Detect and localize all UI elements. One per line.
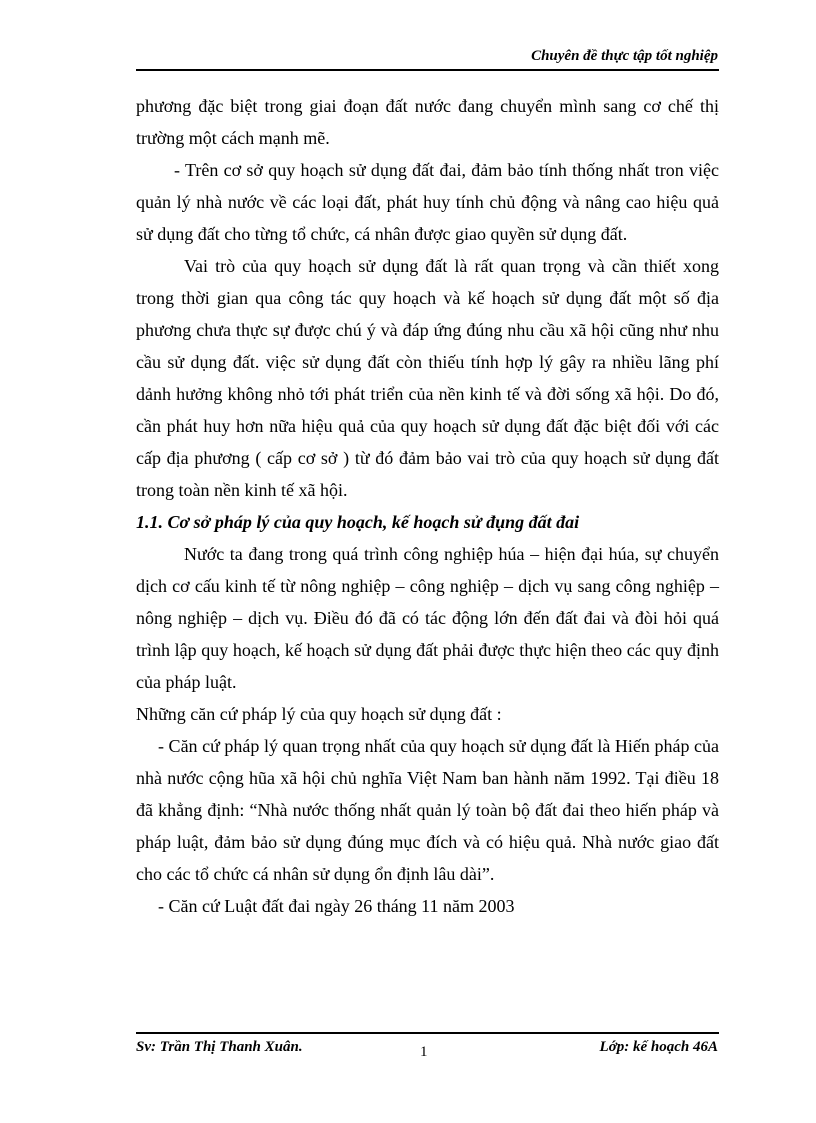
footer-class: Lớp: kế hoạch 46A (599, 1039, 718, 1055)
page-number: 1 (420, 1044, 428, 1060)
footer-divider (136, 1032, 719, 1034)
document-body (136, 90, 719, 922)
paragraph-6: - Căn cứ pháp lý quan trọng nhất của quy hoạch sử dụng đất là Hiến pháp của nhà nước cộng hũa xã hội chủ nghĩa Việt Nam ban hành năm 1992. Tại điều 18 đã khẳng định: “Nhà nước thống nhất quản lý toàn bộ đất đai theo hiến pháp và pháp luật, đảm bảo sử dụng đúng mục đích và có hiệu quả. Nhà nước giao đất cho các tổ chức cá nhân sử dụng ổn định lâu dài”. (136, 736, 719, 884)
paragraph-7: - Căn cứ Luật đất đai ngày 26 tháng 11 năm 2003 (158, 896, 515, 916)
paragraph-5: Những căn cứ pháp lý của quy hoạch sử dụng đất : (136, 704, 502, 724)
header-divider (136, 69, 719, 71)
header-title: Chuyên đề thực tập tốt nghiệp (531, 48, 718, 64)
section-heading: 1.1. Cơ sở pháp lý của quy hoạch, kế hoạch sử đụng đất đai (136, 512, 580, 532)
paragraph-2: - Trên cơ sở quy hoạch sử dụng đất đai, đảm bảo tính thống nhất tron việc quản lý nhà nước về các loại đất, phát huy tính chủ động và nâng cao hiệu quả sử dụng đất cho từng tổ chức, cá nhân được giao quyền sử dụng đất. (136, 160, 719, 244)
paragraph-4: Nước ta đang trong quá trình công nghiệp húa – hiện đại húa, sự chuyển dịch cơ cấu kinh tế từ nông nghiệp – công nghiệp – dịch vụ sang công nghiệp – nông nghiệp – dịch vụ. Điều đó đã có tác động lớn đến đất đai và đòi hỏi quá trình lập quy hoạch, kế hoạch sử dụng đất phải được thực hiện theo các quy định của pháp luật. (136, 544, 719, 692)
paragraph-3: Vai trò của quy hoạch sử dụng đất là rất quan trọng và cần thiết xong trong thời gian qua công tác quy hoạch và kế hoạch sử dụng đất một số địa phương chưa thực sự được chú ý và đáp ứng đúng nhu cầu xã hội cũng như nhu cầu sử dụng đất. việc sử dụng đất còn thiếu tính hợp lý gây ra nhiều lãng phí dảnh hưởng không nhỏ tới phát triển của nền kinh tế và đời sống xã hội. Do đó, cần phát huy hơn nữa hiệu quả của quy hoạch sử dụng đất đặc biệt đối với các cấp địa phương ( cấp cơ sở ) từ đó đảm bảo vai trò của quy hoạch sử dụng đất trong toàn nền kinh tế xã hội. (136, 256, 719, 500)
paragraph-1: phương đặc biệt trong giai đoạn đất nước đang chuyển mình sang cơ chế thị trường một cách mạnh mẽ. (136, 96, 719, 148)
footer-student: Sv: Trần Thị Thanh Xuân. (136, 1039, 303, 1055)
